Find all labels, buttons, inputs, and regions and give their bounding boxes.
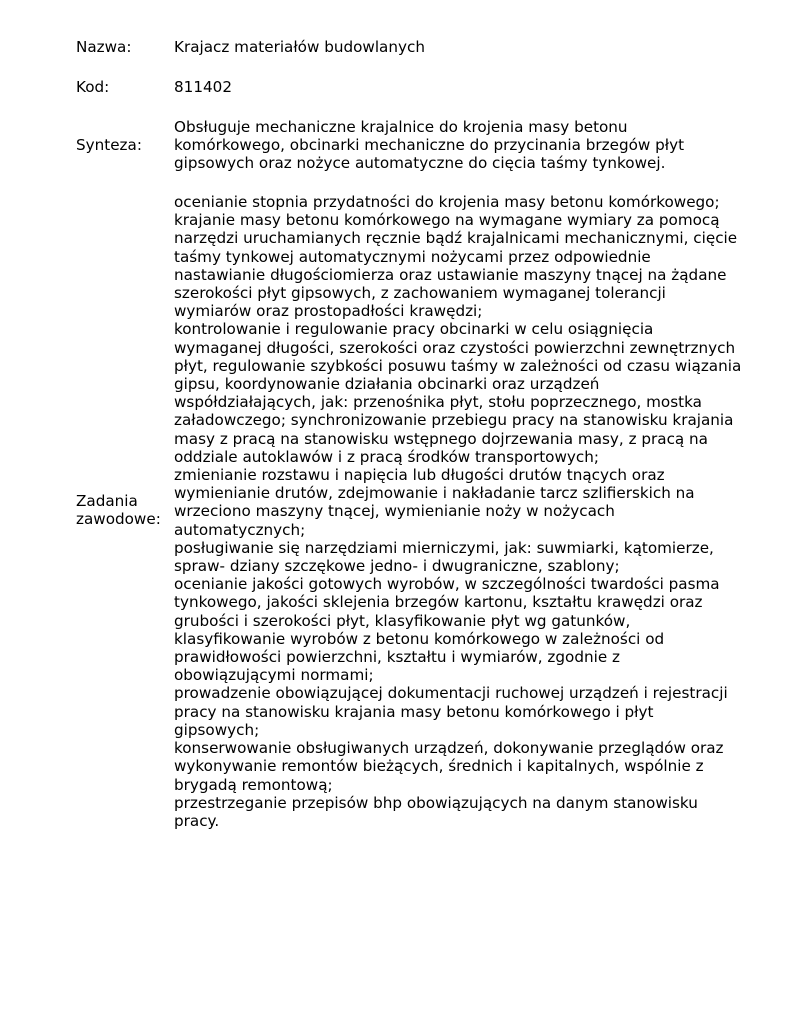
task-line: grubości i szerokości płyt, klasyfikowanie płyt wg gatunków, [174, 611, 631, 630]
tasks-label-line: Zadania [76, 492, 138, 510]
task-line: wymaganej długości, szerokości oraz czystości powierzchni zewnętrznych [174, 338, 736, 357]
task-line: współdziałających, jak: przenośnika płyt, stołu poprzecznego, mostka [174, 393, 702, 412]
task-line: pracy na stanowisku krajania masy betonu komórkowego i płyt [174, 702, 654, 721]
task-line: klasyfikowanie wyrobów z betonu komórkowego w zależności od [174, 629, 665, 648]
task-line: tynkowego, jakości sklejenia brzegów kartonu, kształtu krawędzi oraz [174, 593, 703, 612]
task-line: automatycznych; [174, 520, 306, 539]
code-value: 811402 [174, 78, 232, 96]
synthesis-text [174, 118, 684, 173]
tasks-list [174, 193, 741, 830]
task-line: ocenianie jakości gotowych wyrobów, w szczególności twardości pasma [174, 575, 720, 594]
task-line: taśmy tynkowej automatycznymi nożycami przez odpowiednie [174, 247, 651, 266]
task-line: gipsowych; [174, 720, 260, 739]
task-line: wrzeciono maszyny tnącej, wymienianie noży w nożycach [174, 502, 615, 521]
synthesis-line: Obsługuje mechaniczne krajalnice do krojenia masy betonu [174, 118, 628, 136]
task-line: krajanie masy betonu komórkowego na wymagane wymiary za pomocą [174, 211, 720, 230]
task-item [174, 794, 741, 830]
task-line: wymiarów oraz prostopadłości krawędzi; [174, 302, 483, 321]
name-value: Krajacz materiałów budowlanych [174, 38, 425, 56]
task-item [174, 466, 741, 539]
task-item [174, 575, 741, 684]
task-line: nastawianie długościomierza oraz ustawianie maszyny tnącej na żądane [174, 265, 727, 284]
task-line: masy z pracą na stanowisku wstępnego dojrzewania masy, z pracą na [174, 429, 708, 448]
task-item [174, 739, 741, 794]
name-label: Nazwa: [76, 38, 132, 56]
task-item [174, 684, 741, 739]
task-line: brygadą remontową; [174, 775, 333, 794]
task-line: obowiązującymi normami; [174, 666, 374, 685]
code-label: Kod: [76, 78, 110, 96]
task-line: prowadzenie obowiązującej dokumentacji ruchowej urządzeń i rejestracji [174, 684, 728, 703]
task-line: konserwowanie obsługiwanych urządzeń, dokonywanie przeglądów oraz [174, 739, 724, 758]
task-line: gipsu, koordynowanie działania obcinarki oraz urządzeń [174, 375, 600, 394]
task-item [174, 193, 741, 211]
task-line: zmienianie rozstawu i napięcia lub długości drutów tnących oraz [174, 466, 665, 485]
task-item [174, 539, 741, 575]
task-line: załadowczego; synchronizowanie przebiegu pracy na stanowisku krajania [174, 411, 734, 430]
tasks-label [76, 492, 161, 528]
tasks-label-line: zawodowe: [76, 510, 161, 529]
task-line: spraw- dziany szczękowe jedno- i dwugraniczne, szablony; [174, 557, 620, 576]
synthesis-label: Synteza: [76, 136, 142, 154]
task-item [174, 320, 741, 466]
task-line: oddziale autoklawów i z pracą środków transportowych; [174, 447, 599, 466]
task-line: wymienianie drutów, zdejmowanie i nakładanie tarcz szlifierskich na [174, 484, 695, 503]
task-line: wykonywanie remontów bieżących, średnich i kapitalnych, wspólnie z [174, 757, 704, 776]
task-line: przestrzeganie przepisów bhp obowiązujących na danym stanowisku [174, 793, 698, 812]
synthesis-line: komórkowego, obcinarki mechaniczne do przycinania brzegów płyt [174, 136, 685, 155]
task-line: pracy. [174, 811, 220, 830]
task-line: narzędzi uruchamianych ręcznie bądź krajalnicami mechanicznymi, cięcie [174, 229, 738, 248]
task-item [174, 211, 741, 320]
task-line: posługiwanie się narzędziami mierniczymi, jak: suwmiarki, kątomierze, [174, 538, 714, 557]
task-line: prawidłowości powierzchni, kształtu i wymiarów, zgodnie z [174, 648, 620, 667]
synthesis-line: gipsowych oraz nożyce automatyczne do cięcia taśmy tynkowej. [174, 154, 666, 173]
task-line: kontrolowanie i regulowanie pracy obcinarki w celu osiągnięcia [174, 320, 654, 339]
task-line: płyt, regulowanie szybkości posuwu taśmy w zależności od czasu wiązania [174, 356, 742, 375]
task-line: ocenianie stopnia przydatności do krojenia masy betonu komórkowego; [174, 193, 720, 211]
task-line: szerokości płyt gipsowych, z zachowaniem wymaganej tolerancji [174, 284, 666, 303]
